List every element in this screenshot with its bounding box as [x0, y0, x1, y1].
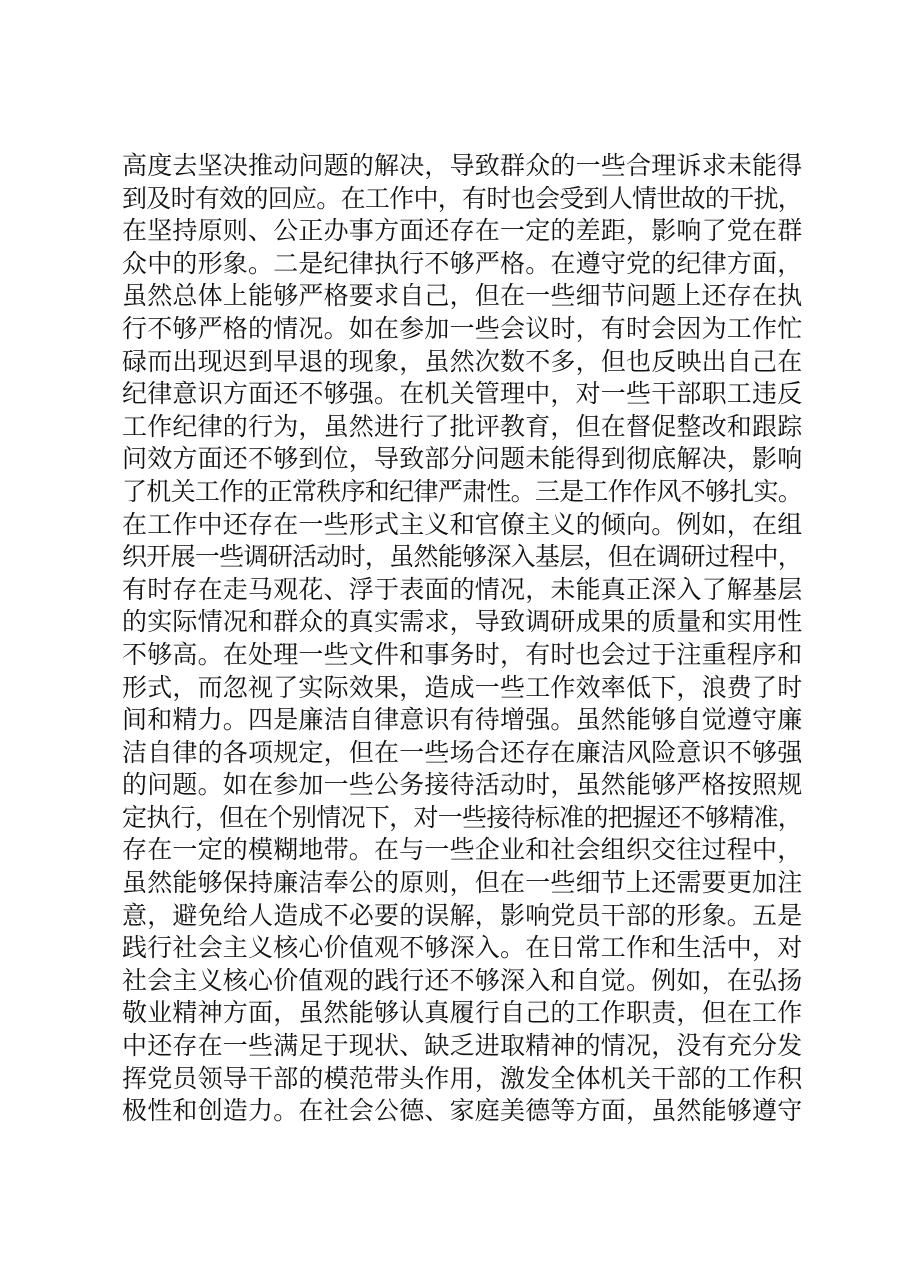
text-line: 极性和创造力。在社会公德、家庭美德等方面，虽然能够遵守 [122, 1096, 803, 1126]
text-line: 有时存在走马观花、浮于表面的情况，未能真正深入了解基层 [122, 574, 803, 604]
text-line: 挥党员领导干部的模范带头作用，激发全体机关干部的工作积 [122, 1063, 803, 1093]
text-line: 问效方面还不够到位，导致部分问题未能得到彻底解决，影响 [122, 444, 803, 474]
text-line: 碌而出现迟到早退的现象，虽然次数不多，但也反映出自己在 [122, 346, 803, 376]
text-line: 纪律意识方面还不够强。在机关管理中，对一些干部职工违反 [122, 379, 803, 409]
text-line: 虽然总体上能够严格要求自己，但在一些细节问题上还存在执 [122, 281, 803, 311]
text-line: 敬业精神方面，虽然能够认真履行自己的工作职责，但在工作 [122, 998, 803, 1028]
text-line: 众中的形象。二是纪律执行不够严格。在遵守党的纪律方面， [122, 248, 803, 278]
text-line: 工作纪律的行为，虽然进行了批评教育，但在督促整改和跟踪 [122, 411, 803, 441]
text-line: 了机关工作的正常秩序和纪律严肃性。三是工作作风不够扎实。 [122, 476, 802, 506]
text-line: 织开展一些调研活动时，虽然能够深入基层，但在调研过程中， [122, 542, 802, 572]
text-line: 践行社会主义核心价值观不够深入。在日常工作和生活中，对 [122, 933, 803, 963]
text-line: 意，避免给人造成不必要的误解，影响党员干部的形象。五是 [122, 900, 803, 930]
text-line: 间和精力。四是廉洁自律意识有待增强。虽然能够自觉遵守廉 [122, 705, 803, 735]
text-line: 的实际情况和群众的真实需求，导致调研成果的质量和实用性 [122, 607, 803, 637]
text-line: 定执行，但在个别情况下，对一些接待标准的把握还不够精准， [122, 802, 802, 832]
text-line: 虽然能够保持廉洁奉公的原则，但在一些细节上还需要更加注 [122, 868, 803, 898]
text-line: 到及时有效的回应。在工作中，有时也会受到人情世故的干扰， [122, 183, 802, 213]
text-line: 不够高。在处理一些文件和事务时，有时也会过于注重程序和 [122, 639, 803, 669]
text-line: 洁自律的各项规定，但在一些场合还存在廉洁风险意识不够强 [122, 737, 803, 767]
text-line: 存在一定的模糊地带。在与一些企业和社会组织交往过程中， [122, 835, 803, 865]
text-line: 的问题。如在参加一些公务接待活动时，虽然能够严格按照规 [122, 770, 803, 800]
text-line: 高度去坚决推动问题的解决，导致群众的一些合理诉求未能得 [122, 151, 803, 180]
text-line: 形式，而忽视了实际效果，造成一些工作效率低下，浪费了时 [122, 672, 803, 702]
text-line: 中还存在一些满足于现状、缺乏进取精神的情况，没有充分发 [122, 1031, 803, 1061]
body-text [122, 150, 802, 1128]
text-line: 行不够严格的情况。如在参加一些会议时，有时会因为工作忙 [122, 313, 803, 343]
text-line: 社会主义核心价值观的践行还不够深入和自觉。例如，在弘扬 [122, 965, 803, 995]
text-line: 在坚持原则、公正办事方面还存在一定的差距，影响了党在群 [122, 216, 803, 246]
text-line: 在工作中还存在一些形式主义和官僚主义的倾向。例如，在组 [122, 509, 803, 539]
